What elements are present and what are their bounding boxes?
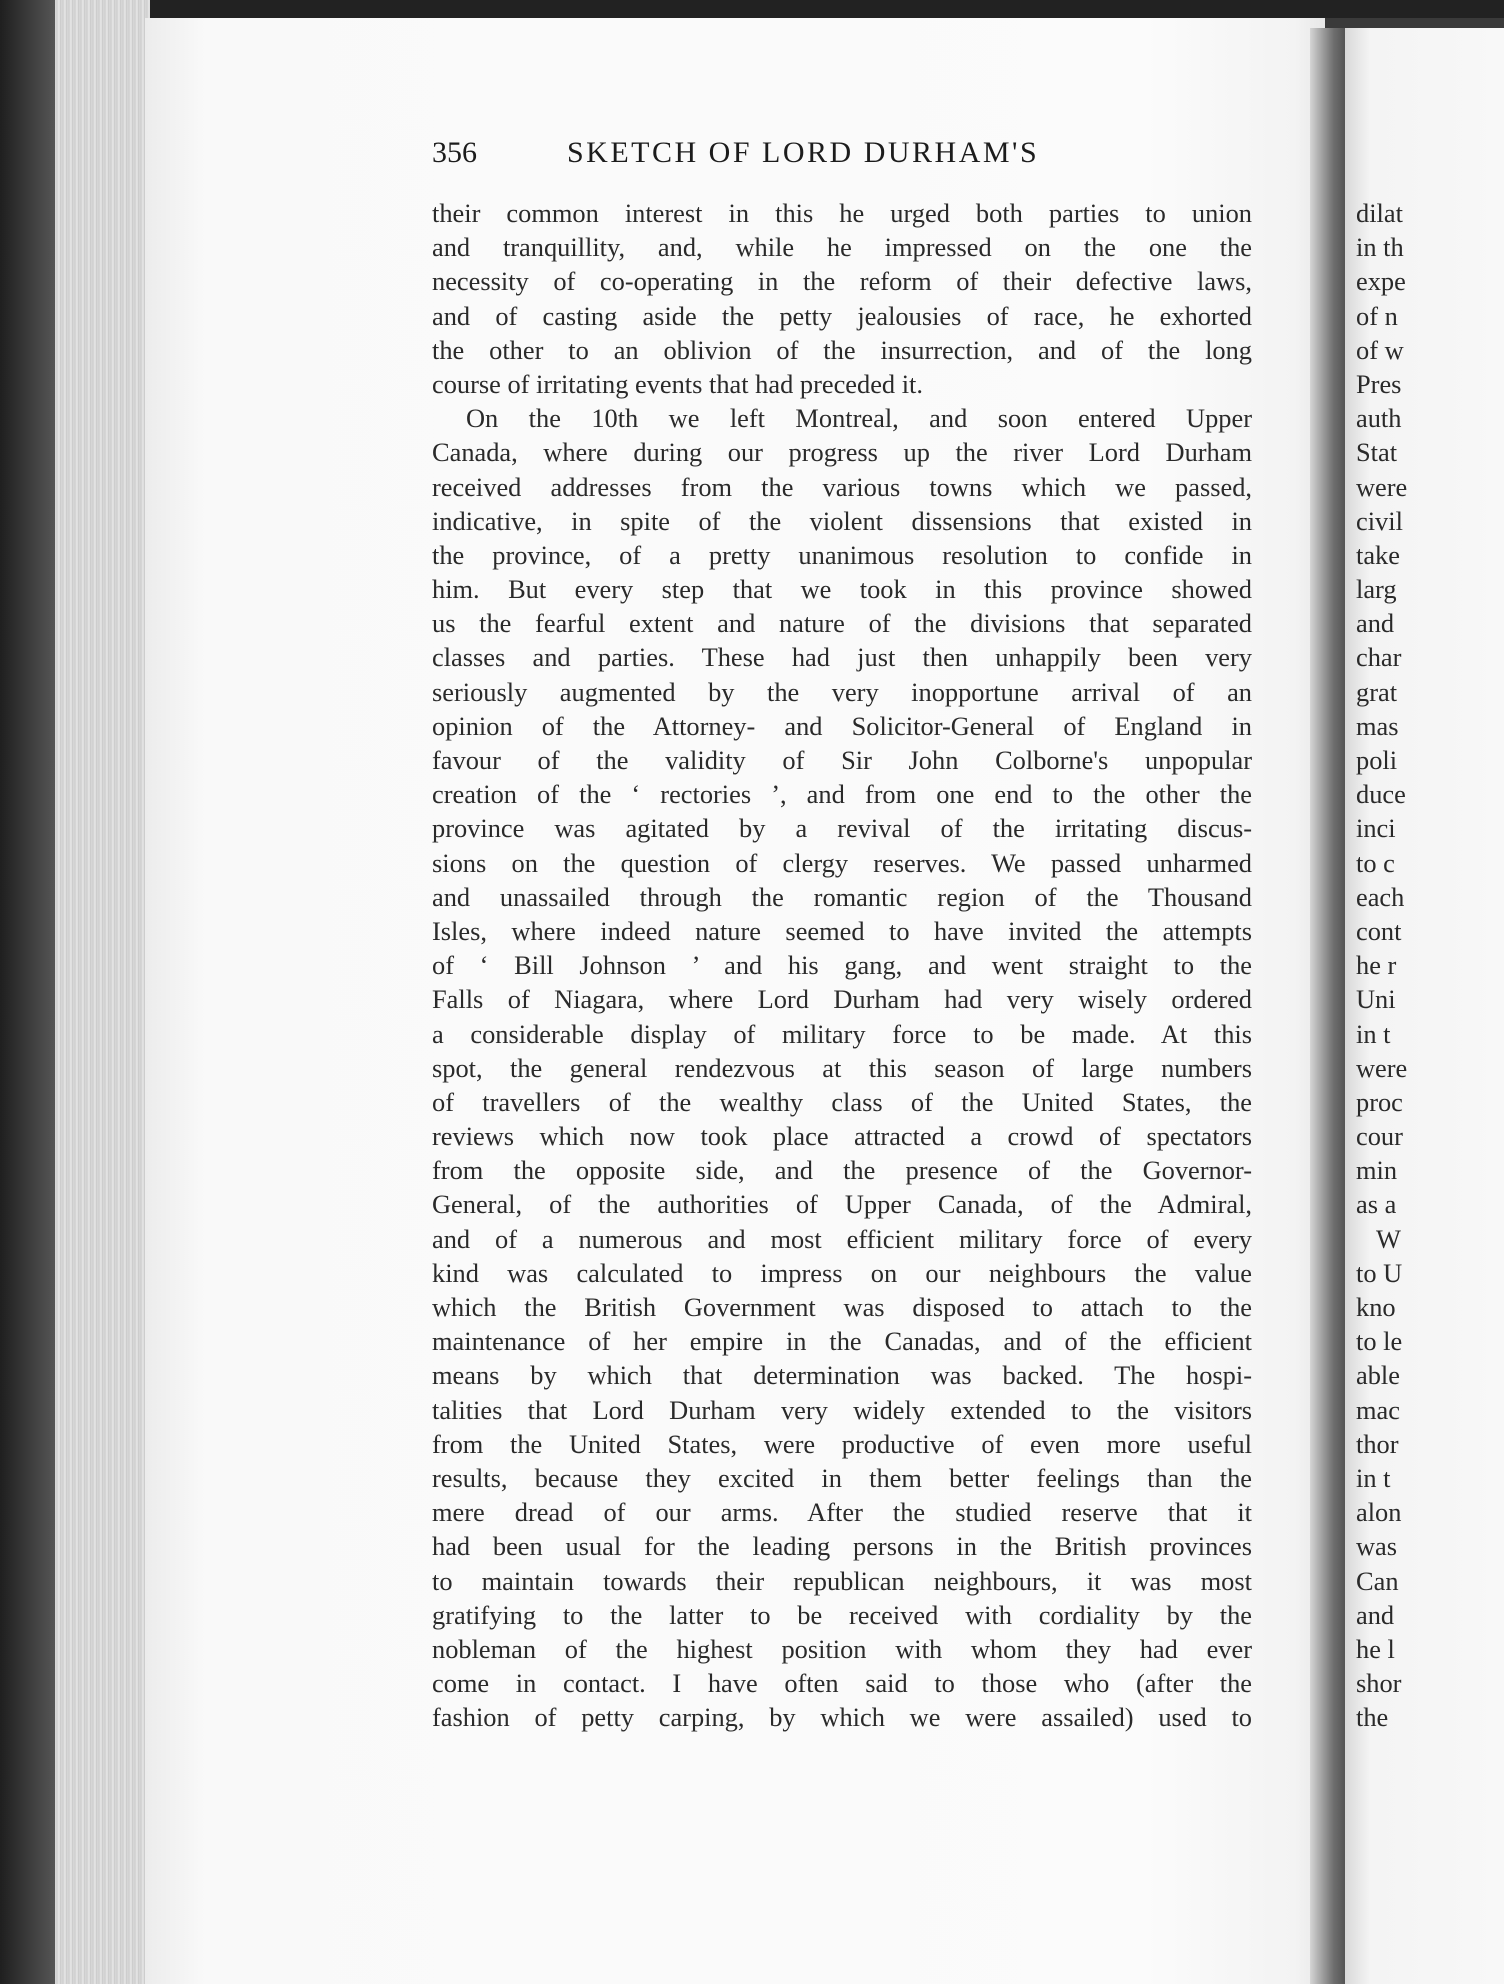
- text-line: results, because they excited in them better feelings than the: [432, 1462, 1252, 1493]
- text-line: seriously augmented by the very inopportune arrival of an: [432, 676, 1252, 707]
- right-page-text-fragment: kno: [1356, 1292, 1396, 1322]
- right-page-text-fragment: cour: [1356, 1121, 1403, 1152]
- text-line: means by which that determination was backed. The hospi-: [432, 1360, 1252, 1391]
- text-line: come in contact. I have often said to those who (after the: [432, 1668, 1252, 1699]
- text-line: General, of the authorities of Upper Canada, of the Admiral,: [432, 1189, 1252, 1220]
- page-number: 356: [432, 136, 477, 169]
- text-line: sions on the question of clergy reserves. We passed unharmed: [432, 847, 1252, 878]
- text-line: of travellers of the wealthy class of the United States, the: [432, 1086, 1252, 1117]
- text-line: spot, the general rendezvous at this season of large numbers: [432, 1052, 1252, 1083]
- right-page-text-fragment: of n: [1356, 300, 1398, 331]
- right-page-text-fragment: char: [1356, 642, 1402, 673]
- text-line: to maintain towards their republican neighbours, it was most: [432, 1565, 1252, 1596]
- text-line: him. But every step that we took in this province showed: [432, 574, 1252, 605]
- right-page-text-fragment: in t: [1356, 1462, 1391, 1493]
- text-line: Isles, where indeed nature seemed to have invited the attempts: [432, 915, 1252, 946]
- text-line: a considerable display of military force to be made. At this: [432, 1018, 1252, 1049]
- text-line: received addresses from the various towns which we passed,: [432, 471, 1252, 502]
- text-line: of ‘ Bill Johnson ’ and his gang, and went straight to the: [432, 950, 1252, 981]
- text-line: and tranquillity, and, while he impressed on the one the: [432, 232, 1252, 263]
- right-page-text-fragment: was: [1356, 1531, 1398, 1562]
- right-page-text-fragment: the: [1356, 1702, 1389, 1733]
- text-line: us the fearful extent and nature of the divisions that separated: [432, 608, 1252, 639]
- text-line: indicative, in spite of the violent dissensions that existed in: [432, 505, 1252, 536]
- running-title: SKETCH OF LORD DURHAM'S: [567, 136, 1040, 169]
- right-page-text-fragment: inci: [1356, 813, 1396, 844]
- top-border: [0, 0, 1504, 18]
- right-page-text-fragment: civil: [1356, 505, 1403, 536]
- right-page-text-fragment: cont: [1356, 915, 1402, 946]
- text-line: Canada, where during our progress up the river Lord Durham: [432, 437, 1252, 468]
- text-line: from the opposite side, and the presence of the Governor-: [432, 1155, 1252, 1186]
- right-page-text-fragment: Pres: [1356, 368, 1402, 399]
- right-page-text-fragment: to c: [1356, 847, 1395, 878]
- right-page-text-fragment: larg: [1356, 574, 1397, 605]
- right-page-text-fragment: thor: [1356, 1428, 1399, 1459]
- text-line: opinion of the Attorney- and Solicitor-General of England in: [432, 710, 1252, 741]
- right-page-text-fragment: alon: [1356, 1497, 1402, 1528]
- right-page-text-fragment: able: [1356, 1360, 1400, 1391]
- text-line: talities that Lord Durham very widely extended to the visitors: [432, 1394, 1252, 1425]
- text-line: from the United States, were productive of even more useful: [432, 1428, 1252, 1459]
- right-page-text-fragment: to le: [1356, 1326, 1403, 1357]
- text-line: mere dread of our arms. After the studied reserve that it: [432, 1497, 1252, 1528]
- text-line: their common interest in this he urged both parties to union: [432, 198, 1252, 228]
- right-page-text-fragment: of w: [1356, 334, 1404, 365]
- right-page-text-fragment: each: [1356, 881, 1405, 912]
- right-page-text-fragment: he l: [1356, 1633, 1395, 1664]
- text-line: and of casting aside the petty jealousies of race, he exhorted: [432, 300, 1252, 331]
- text-line: the other to an oblivion of the insurrection, and of the long: [432, 334, 1252, 365]
- text-line: favour of the validity of Sir John Colborne's unpopular: [432, 745, 1252, 775]
- right-page-text-fragment: he r: [1356, 950, 1397, 981]
- text-line: fashion of petty carping, by which we were assailed) used to: [432, 1702, 1252, 1733]
- text-line: and unassailed through the romantic region of the Thousand: [432, 881, 1252, 912]
- book-gutter: [1310, 28, 1350, 1984]
- right-page-text-fragment: Stat: [1356, 437, 1398, 468]
- right-page-text-fragment: take: [1356, 539, 1400, 570]
- text-line: On the 10th we left Montreal, and soon entered Upper: [466, 403, 1252, 434]
- text-line: creation of the ‘ rectories ’, and from one end to the other the: [432, 779, 1252, 810]
- text-line: and of a numerous and most efficient military force of every: [432, 1223, 1252, 1254]
- right-page-text-fragment: duce: [1356, 779, 1406, 810]
- text-line: course of irritating events that had preceded it.: [432, 368, 923, 399]
- right-page-text-fragment: poli: [1356, 745, 1398, 775]
- right-page-text-fragment: and: [1356, 1599, 1395, 1630]
- right-page-text-fragment: as a: [1356, 1189, 1397, 1220]
- right-page-text-fragment: in th: [1356, 232, 1404, 263]
- right-page-text-fragment: dilat: [1356, 198, 1403, 228]
- text-line: which the British Government was disposed to attach to the: [432, 1292, 1252, 1322]
- text-line: kind was calculated to impress on our neighbours the value: [432, 1257, 1252, 1288]
- text-line: gratifying to the latter to be received with cordiality by the: [432, 1599, 1252, 1630]
- right-page-text-fragment: proc: [1356, 1086, 1403, 1117]
- right-page-text-fragment: grat: [1356, 676, 1398, 707]
- right-page-text-fragment: mac: [1356, 1394, 1400, 1425]
- book-page-edges: [55, 0, 150, 1984]
- right-page-text-fragment: and: [1356, 608, 1395, 639]
- text-line: classes and parties. These had just then unhappily been very: [432, 642, 1252, 673]
- right-page-text-fragment: auth: [1356, 403, 1402, 434]
- text-line: nobleman of the highest position with whom they had ever: [432, 1633, 1252, 1664]
- right-page-text-fragment: min: [1356, 1155, 1398, 1186]
- book-shadow: [0, 0, 60, 1984]
- text-line: had been usual for the leading persons in the British provinces: [432, 1531, 1252, 1562]
- right-page-text-fragment: Uni: [1356, 984, 1396, 1015]
- right-page-text-fragment: W: [1376, 1223, 1401, 1254]
- text-line: reviews which now took place attracted a crowd of spectators: [432, 1121, 1252, 1152]
- right-page-text-fragment: were: [1356, 471, 1408, 502]
- right-page-text-fragment: Can: [1356, 1565, 1399, 1596]
- right-page-text-fragment: shor: [1356, 1668, 1402, 1699]
- text-line: Falls of Niagara, where Lord Durham had very wisely ordered: [432, 984, 1252, 1015]
- right-page-body: [1356, 196, 1504, 1734]
- right-page-text-fragment: to U: [1356, 1257, 1403, 1288]
- left-page-body: [432, 196, 1252, 1734]
- right-page-text-fragment: mas: [1356, 710, 1399, 741]
- page-header: [432, 136, 1262, 170]
- right-page-text-fragment: expe: [1356, 266, 1406, 297]
- text-line: the province, of a pretty unanimous resolution to confide in: [432, 539, 1252, 570]
- text-line: necessity of co-operating in the reform of their defective laws,: [432, 266, 1252, 297]
- text-line: province was agitated by a revival of the irritating discus-: [432, 813, 1252, 844]
- text-line: maintenance of her empire in the Canadas, and of the efficient: [432, 1326, 1252, 1357]
- right-page-text-fragment: were: [1356, 1052, 1408, 1083]
- right-page-text-fragment: in t: [1356, 1018, 1391, 1049]
